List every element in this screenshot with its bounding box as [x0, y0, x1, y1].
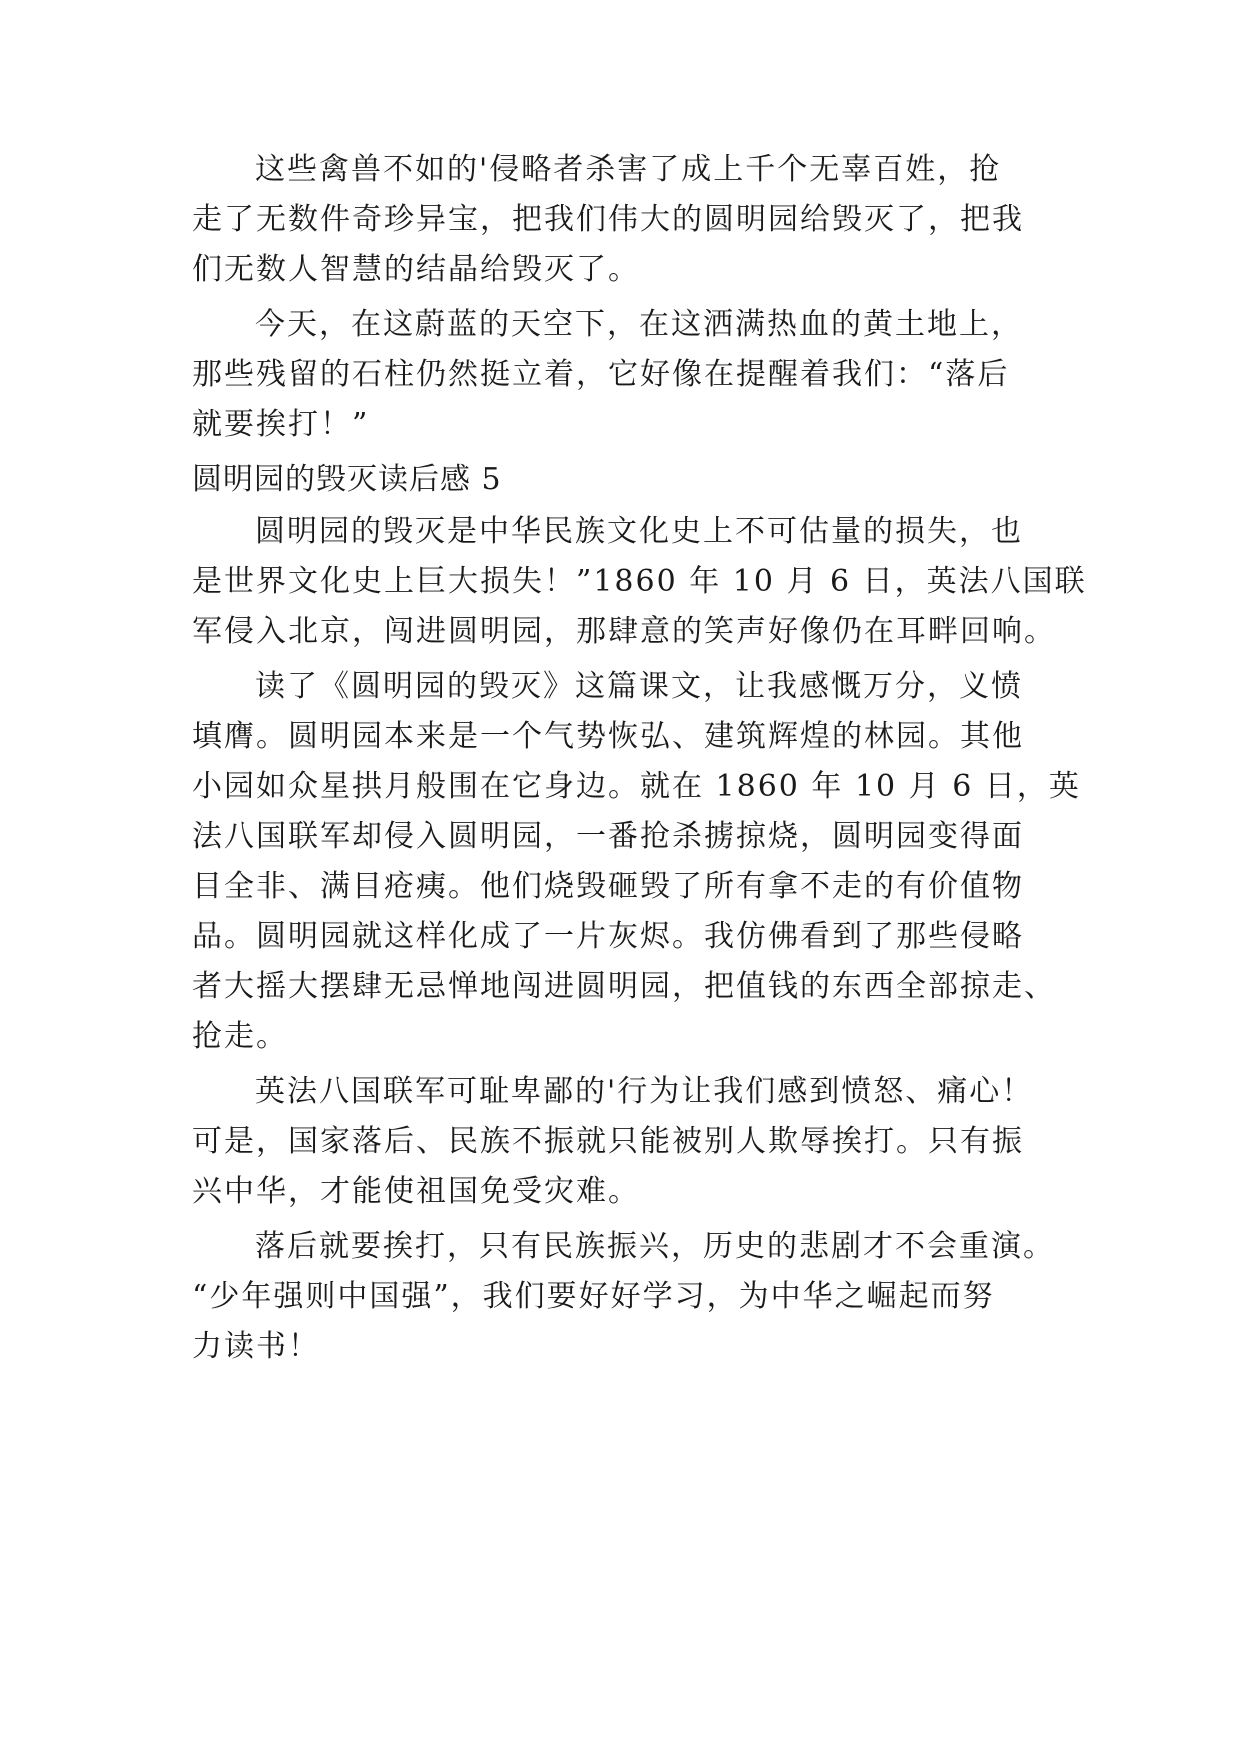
- paragraph-line: 圆明园的毁灭是中华民族文化史上不可估量的损失，也: [255, 514, 1023, 549]
- paragraph-line: 英法八国联军可耻卑鄙的'行为让我们感到愤怒、痛心！: [255, 1074, 1034, 1109]
- paragraph-line: 那些残留的石柱仍然挺立着，它好像在提醒着我们：“落后: [192, 357, 1010, 392]
- paragraph-line: 力读书！: [192, 1329, 320, 1364]
- paragraph-line: 填膺。圆明园本来是一个气势恢弘、建筑辉煌的林园。其他: [192, 719, 1024, 754]
- paragraph-line: 读了《圆明园的毁灭》这篇课文，让我感慨万分，义愤: [255, 669, 1023, 704]
- paragraph-line: 这些禽兽不如的'侵略者杀害了成上千个无辜百姓，抢: [255, 152, 1002, 187]
- paragraph-line: 目全非、满目疮痍。他们烧毁砸毁了所有拿不走的有价值物: [192, 869, 1024, 904]
- paragraph-line: 品。圆明园就这样化成了一片灰烬。我仿佛看到了那些侵略: [192, 919, 1024, 954]
- paragraph-line: 今天，在这蔚蓝的天空下，在这洒满热血的黄土地上，: [255, 307, 1023, 342]
- section-title: 圆明园的毁灭读后感 5: [192, 462, 502, 497]
- paragraph-line: 落后就要挨打，只有民族振兴，历史的悲剧才不会重演。: [255, 1229, 1055, 1264]
- paragraph-line: 是世界文化史上巨大损失！”1860 年 10 月 6 日，英法八国联: [192, 564, 1087, 599]
- paragraph-line: 兴中华，才能使祖国免受灾难。: [192, 1174, 640, 1209]
- paragraph-line: 法八国联军却侵入圆明园，一番抢杀掳掠烧，圆明园变得面: [192, 819, 1024, 854]
- paragraph-line: 可是，国家落后、民族不振就只能被别人欺辱挨打。只有振: [192, 1124, 1024, 1159]
- paragraph-line: 们无数人智慧的结晶给毁灭了。: [192, 252, 640, 287]
- paragraph-line: 走了无数件奇珍异宝，把我们伟大的圆明园给毁灭了，把我: [192, 202, 1024, 237]
- paragraph-line: 军侵入北京，闯进圆明园，那肆意的笑声好像仍在耳畔回响。: [192, 614, 1056, 649]
- paragraph-line: “少年强则中国强”，我们要好好学习，为中华之崛起而努: [192, 1279, 995, 1314]
- paragraph-line: 小园如众星拱月般围在它身边。就在 1860 年 10 月 6 日，英: [192, 769, 1081, 804]
- paragraph-line: 抢走。: [192, 1019, 288, 1054]
- paragraph-line: 者大摇大摆肆无忌惮地闯进圆明园，把值钱的东西全部掠走、: [192, 969, 1056, 1004]
- paragraph-line: 就要挨打！”: [192, 407, 370, 442]
